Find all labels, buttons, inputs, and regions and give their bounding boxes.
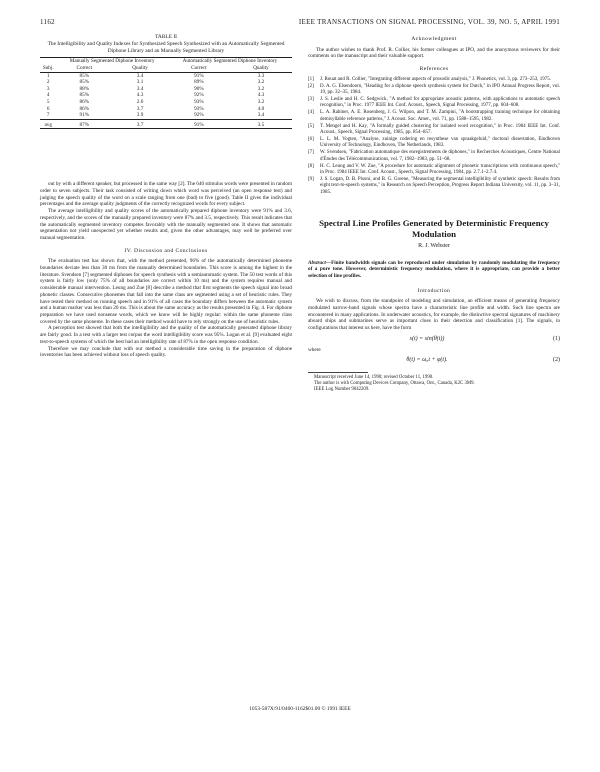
reference-text: L. A. Rabiner, A. E. Rosenberg, J. G. Wilpon, and T. M. Zampini, "A bootstrapping training technique for obtaining demisyllable reference patterns," J. Acoust. Soc. Amer., vol. 71, pp. 1588–1595, 1982. (320, 110, 560, 122)
table-cell: 3.1 (136, 79, 144, 86)
column-header: Correct (168, 65, 230, 72)
section-heading-discussion: IV. Discussion and Conclusions (124, 247, 208, 254)
reference-item (308, 164, 560, 177)
reference-number: [8] (308, 163, 314, 169)
table-cell: 3.9 (136, 112, 144, 119)
reference-number: [7] (308, 150, 314, 156)
table-cell: 91% (79, 112, 90, 119)
table-cell: 93% (194, 105, 204, 112)
table-cell: 87% (56, 119, 112, 129)
table-cell: 85% (79, 92, 90, 99)
abstract (308, 260, 560, 280)
table-cell: 3 (46, 85, 50, 92)
equation-expression: θ(t) = ω₀t + φ(t). (406, 357, 448, 364)
table-cell: 3.7 (136, 105, 144, 112)
reference-number: [9] (308, 176, 314, 182)
equation-expression: s(t) = sin(θ(t)) (409, 335, 445, 342)
reference-number: [6] (308, 136, 314, 142)
article-author: R. J. Webster (418, 243, 450, 250)
table-row (40, 106, 292, 113)
reference-text: H. C. Leung and V. W. Zue, "A procedure for automatic alignment of phonetic transcriptions with continuous speech," in Proc. 1984 IEEE Int. Conf. Acoust., Speech, Signal Processing, 1984, pp. 2.7.1–2.7.4. (320, 163, 560, 175)
table-cell: 6 (46, 105, 50, 112)
body-paragraph: out by with a different speaker, but processed in the same way [2]. The 640 stimulus words were presented in random order to seven subjects. Their task consisted of writing down which word was perceived (an open response test) and judging the speech quality of the word on a scale ranging from one (bad) to five (good). Table II gives the individual percentages and the average quality judgments of the correctly recognized words for every subject. (40, 181, 292, 208)
table-row (40, 72, 292, 79)
table-cell: 88% (79, 85, 90, 92)
table-cell: 86% (79, 98, 90, 105)
reference-item (308, 97, 560, 110)
body-paragraph: The average intelligibility and quality scores of the automatically prepared diphone inventory were 91% and 3.6, respectively, and the scores of the manually prepared inventory were 87% and 3.5, respectively. This result indicates that the automatically segmented inventory competes favorably with the manually segmented one. It shows that automatic segmentation not yield unexpected yet whether results and, given the other advantages, may well be preferred over manual segmentation. (40, 208, 292, 241)
table-cell: 3.2 (257, 79, 265, 86)
equation-1 (308, 336, 560, 343)
table-cell: 4 (46, 92, 50, 99)
table-cell: 3.2 (257, 85, 265, 92)
reference-number: [4] (308, 110, 314, 116)
table-cell: 3.2 (257, 98, 265, 105)
table-row (40, 99, 292, 106)
table-row (40, 86, 292, 93)
table-cell: 90% (194, 85, 204, 92)
table-cell: 91% (168, 119, 230, 129)
results-table (40, 57, 292, 129)
group-header-automatic: Automatically Segmented Diphone Inventory (168, 58, 292, 65)
table-row (40, 92, 292, 99)
body-paragraph: The evaluation test has shown that, with the method presented, 96% of the automatically determined phoneme boundaries deviate less than 30 ms from the manually determined boundaries. This score is among the highest in the literature. Svendsen [7] segmented diphones for speech synthesis with a semiautomatic system. The 50 test words of this system is fairly low (only 75% of all boundaries are correct within 10 ms) and the system requires manual and considerable manual intervention. Leung and Zue [8] describe a method that first segments the speech signal into broad phonetic classes. Consecutive phonemes that fall into the same class are segmented using a set of heuristic rules. They have tested their method on running speech and in 91% of all cases the boundary differs between the automatic system and a human marker was less than 20 ms. This is about the same accuracy as the results presented in Fig. 4. For diphone preparation we have used nonsense words, which we know will be highly regular: within the same phoneme class covered by the same phoneme. In these cases their method would have to rely strongly on the use of heuristic rules. (40, 258, 292, 325)
reference-text: T. Mengel and H. Kay, "A formally guided clustering for isolated word recognition," in Proc. 1984 IEEE Int. Conf. Acoust., Speech, Signal Processing, 1985, pp. 854–857. (320, 123, 560, 136)
section-heading-introduction: Introduction (417, 287, 451, 294)
table-row (40, 79, 292, 86)
copyright-line: 1053-587X/91/0400-1162$01.00 © 1991 IEEE (249, 706, 351, 712)
table-cell: 7 (46, 112, 50, 119)
equation-2 (308, 357, 560, 364)
footnote-line: Manuscript received June 14, 1990; revised October 11, 1990. (314, 374, 434, 380)
reference-text: D. A. G. Elsendoorn, "Heading for a diphone speech synthesis system for Dutch," in IPO Annual Progress Report, vol. 19, pp. 32–35, 1984. (320, 83, 560, 96)
table-average-row (40, 119, 292, 129)
equation-number: (2) (553, 357, 560, 364)
acknowledgment-text: The author wishes to thank Prof. R. Collier, his former colleagues at IPO, and the anonymous reviewers for their comments on the manuscript and their valuable support. (308, 46, 560, 60)
table-cell: 3.3 (257, 72, 265, 79)
page-number: 1162 (40, 18, 55, 26)
body-paragraph: We wish to discuss, from the standpoint of modeling and simulation, an efficient means of generating frequency modulated narrow-band signals whose spectra have a characteristic line profile and width. Such line spectra are encountered in many applications. In underwater acoustics, for example, the distinctive spectral signatures of machinery aboard ships and submarines serve as important clues in their detection and classification [1]. The signals, in configurations that interest us here, have the form (308, 298, 560, 332)
reference-text: L. L. M. Vogten, "Analyse, zuinige codering en resynthese van spraakgeluid," doctoral dissertation, Eindhoven University of Technology, Eindhoven, The Netherlands, 1983. (320, 136, 560, 149)
column-header: Quality (230, 65, 292, 72)
table-cell: 2 (46, 79, 50, 86)
table-cell: 85% (79, 72, 90, 79)
table-cell: 93% (194, 98, 204, 105)
reference-item (308, 84, 560, 97)
column-header: Correct (56, 65, 112, 72)
body-paragraph: Therefore we may conclude that with our method a considerable time saving in the preparation of diphone inventories has been achieved without loss of speech quality. (40, 345, 292, 359)
right-column (308, 34, 560, 393)
table-cell: 3.4 (257, 112, 265, 119)
reference-list (308, 77, 560, 196)
table-cell: 5 (46, 98, 50, 105)
where-text: where (308, 346, 321, 353)
reference-text: J. Rouat and R. Collier, "Integrating different aspects of prosodic analysis," J. Phonetics, vol. 3, pp. 273–253, 1975. (320, 76, 551, 82)
abstract-text: Finite bandwidth signals can be reproduced under simulation by randomly modulating the frequency of a pure tone. However, deterministic frequency modulation, where it is appropriate, can provide a better selection of line profiles. (308, 259, 560, 280)
table-cell: 4.0 (257, 105, 265, 112)
table-cell: 4.3 (136, 92, 144, 99)
reference-item (308, 124, 560, 137)
table-cell: 3.5 (230, 119, 292, 129)
group-header-manual: Manually Segmented Diphone Inventory (56, 58, 167, 65)
table-cell: 4.3 (257, 92, 265, 99)
reference-number: [5] (308, 123, 314, 129)
section-heading-references: References (419, 66, 449, 73)
article-title: Spectral Line Profiles Generated by Deterministic Frequency Modulation (319, 218, 549, 239)
page-header (40, 18, 560, 30)
reference-item (308, 137, 560, 150)
table-cell: avg (40, 119, 56, 129)
journal-running-head: IEEE TRANSACTIONS ON SIGNAL PROCESSING, VOL. 39, NO. 5, APRIL 1991 (298, 18, 560, 26)
table-caption-text: The Intelligibility and Quality Indexes for Synthesized Speech Synthesized with an Automatically Segmented Diphone Library and an Manually Segmented Library (47, 40, 285, 54)
table-cell: 92% (194, 92, 204, 99)
table-row (40, 112, 292, 119)
table-cell: 2.6 (136, 98, 144, 105)
reference-number: [2] (308, 83, 314, 89)
footnote-line: IEEE Log Number 9042209. (314, 386, 370, 392)
column-header: Subj. (40, 65, 56, 72)
table-cell: 86% (79, 105, 90, 112)
reference-text: J. S. Logan, D. B. Pisoni, and B. G. Greene, "Measuring the segmental intelligibility of synthetic speech: Results from eight text-to-speech systems," in Research on Speech Perception, Progress Report Indiana University, vol. 11, pp. 3–31, 1985. (320, 176, 560, 195)
left-column (40, 34, 292, 359)
table-cell: 3.7 (112, 119, 168, 129)
table-cell: 3.4 (136, 85, 144, 92)
reference-item (308, 177, 560, 196)
table-cell: 92% (194, 112, 204, 119)
reference-number: [3] (308, 97, 314, 103)
reference-item (308, 110, 560, 123)
footnote-line: The author is with Computing Devices Company, Ottawa, Ont., Canada, K2C 3M9. (314, 380, 475, 386)
table-cell: 91% (194, 72, 204, 79)
body-paragraph: A perception test showed that both the intelligibility and the quality of the automatically generated diphone library are fairly good. In a test with a larger test corpus the word intelligibility score was 95%. Logan et al. [9] evaluated eight text-to-speech systems of which the best had an intelligibility rate of 87% in the open response condition. (40, 325, 292, 345)
reference-number: [1] (308, 76, 314, 82)
table-cell: 85% (79, 79, 90, 86)
reference-text: J. S. Leslie and H. C. Sedgwick, "A method for appropriate acoustic patterns, with applications to automatic speech recognition," in Proc. 1977 IEEE Int. Conf. Acoust., Speech, Signal Processing, 1977, pp. 604–608. (320, 97, 560, 109)
reference-text: W. Svendsen, "Fabrication automatique des enregistrements de diphones," in Recherches Acoustiques, Centre National d'Études des Télécommunications, vol. 7, 1982–1983, pp. 51–68. (320, 150, 560, 162)
reference-item (308, 77, 560, 83)
table-cell: 89% (194, 79, 204, 86)
section-heading-acknowledgment: Acknowledgment (411, 36, 457, 42)
table-caption (40, 34, 292, 54)
abstract-lead: Abstract— (308, 259, 332, 266)
table-cell: 3.4 (136, 72, 144, 79)
column-header: Quality (112, 65, 168, 72)
reference-item (308, 150, 560, 163)
table-cell: 1 (46, 72, 50, 79)
table-label: TABLE II (155, 34, 177, 40)
equation-number: (1) (553, 335, 560, 342)
